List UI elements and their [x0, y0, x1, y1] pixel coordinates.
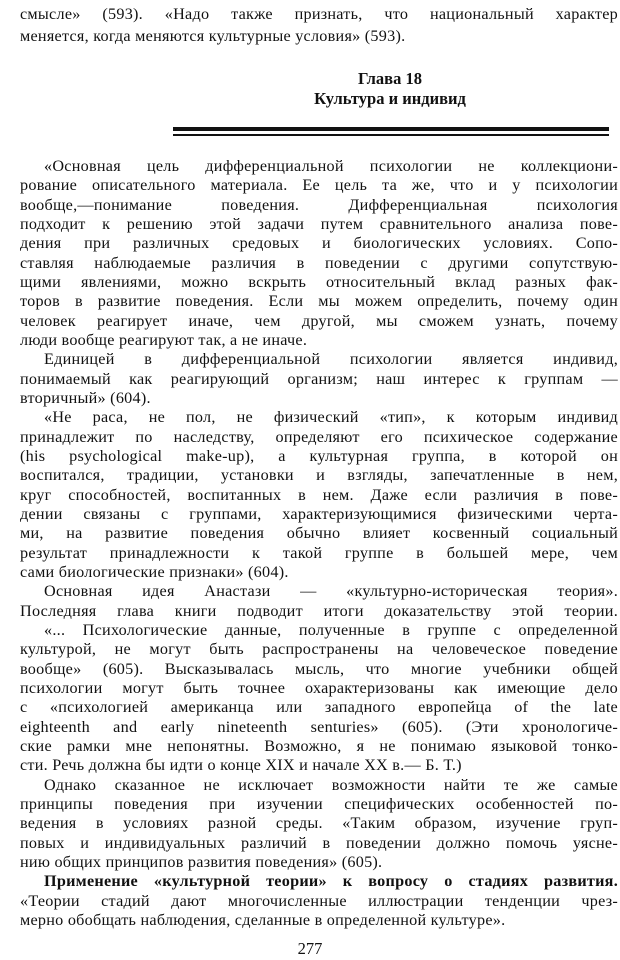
text-line: сти. Речь должна бы идти о конце XIX и начале XX в.— Б. Т.)	[20, 756, 462, 774]
text-line: вообще» (605). Высказывалась мысль, что многие учебники общей	[20, 660, 618, 678]
text-line: рование описательного материала. Ее цель та же, что и у психологии	[20, 176, 618, 194]
text-line: психологии могут быть точнее охарактеризованы как имеющие дело	[20, 679, 618, 697]
text-line: (his psychological make-up), а культурная группа, в которой он	[20, 447, 618, 465]
text-line: культурой, не могут быть распространены на человеческое поведение	[20, 640, 618, 658]
chapter-rule-thick	[173, 127, 609, 131]
text-line: eighteenth and early nineteenth senturies» (605). (Эти хронологиче-	[20, 718, 618, 736]
text-line: повых и индивидуальных различий в поведении должно помочь уяснe-	[20, 834, 618, 852]
text-line: люди вообще реагируют так, а не иначе.	[20, 331, 308, 349]
text-line: ведения в условиях разной среды. «Таким образом, изучение груп-	[20, 814, 618, 832]
text-line: с «психологией американца или западного европейца of the late	[20, 698, 618, 716]
text-line: «Теории стадий дают многочисленные иллюстрации тенденции чрез-	[20, 892, 618, 910]
text-line: щими явлениями, можно вскрыть относительный вклад разных фак-	[20, 273, 618, 291]
text-line: Основная идея Анастази — «культурно-историческая теория».	[44, 582, 618, 600]
section-heading-line: Применение «культурной теории» к вопросу о стадиях развития.	[44, 872, 618, 890]
text-line: Однако сказанное не исключает возможности найти те же самые	[44, 776, 618, 794]
chapter-number: Глава 18	[358, 69, 422, 88]
page-number: 277	[297, 939, 323, 958]
text-line: «Основная цель дифференциальной психологии не коллекциони-	[44, 157, 618, 175]
text-line: торов в развитие поведения. Если мы можем определить, почему один	[20, 292, 618, 310]
text-line: Единицей в дифференциальной психологии является индивид,	[44, 350, 618, 368]
text-line: сами биологические признаки» (604).	[20, 563, 289, 581]
text-line: подходит к решению этой задачи путем сравнительного анализа пове-	[20, 215, 618, 233]
text-line: меняется, когда меняются культурные условия» (593).	[20, 27, 406, 45]
text-line: дении связаны с группами, характеризующимися физическими черта-	[20, 505, 618, 523]
text-line: ские рамки мне непонятны. Возможно, я не понимаю языковой тонко-	[20, 737, 618, 755]
text-line: «Не раса, не пол, не физический «тип», к которым индивид	[44, 408, 618, 426]
text-line: понимаемый как реагирующий организм; наш интерес к группам —	[20, 370, 618, 388]
text-line: принципы поведения при изучении специфических особенностей по-	[20, 795, 618, 813]
chapter-title: Культура и индивид	[314, 89, 466, 108]
text-line: нию общих принципов развития поведения» (605).	[20, 853, 383, 871]
text-line: человек реагирует иначе, чем другой, мы сможем узнать, почему	[20, 312, 618, 330]
text-line: ми, на развитие поведения обычно влияет косвенный социальный	[20, 524, 618, 542]
text-line: принадлежит по наследству, определяют его психическое содержание	[20, 428, 618, 446]
text-line: мерно обобщать наблюдения, сделанные в определенной культуре».	[20, 911, 506, 929]
text-line: вообще,—понимание поведения. Дифференциальная психология	[20, 196, 618, 214]
text-line: круг способностей, воспитанных в нем. Даже если различия в пове-	[20, 486, 618, 504]
text-line: дения при различных средовых и биологических условиях. Сопо-	[20, 234, 618, 252]
text-line: вторичный» (604).	[20, 389, 151, 407]
text-line: Последняя глава книги подводит итоги доказательству этой теории.	[20, 602, 618, 620]
text-line: «... Психологические данные, полученные в группе с определенной	[44, 621, 618, 639]
text-line: смысле» (593). «Надо также признать, что национальный характер	[20, 5, 618, 23]
text-line: воспитался, традиции, установки и взгляды, запечатленные в нем,	[20, 466, 618, 484]
text-line: ставляя наблюдаемые различия в поведении с другими сопутствую-	[20, 254, 618, 272]
chapter-rule-thin	[173, 134, 609, 136]
text-line: результат принадлежности к такой группе в большей мере, чем	[20, 544, 618, 562]
